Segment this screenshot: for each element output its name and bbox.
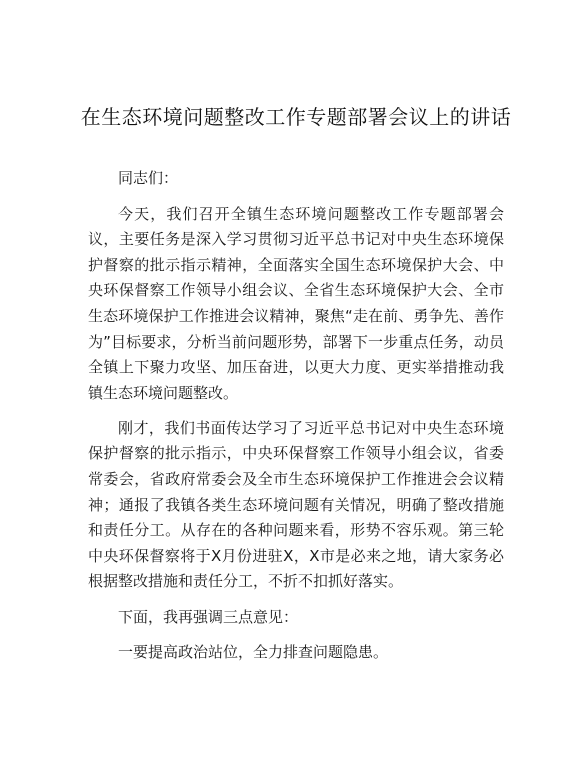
paragraph-point-one: 一要提高政治站位，全力排查问题隐患。 — [118, 642, 389, 661]
salutation: 同志们： — [118, 169, 179, 187]
paragraph-briefing: 刚才，我们书面传达学习了习近平总书记对中央生态环境保护督察的批示指示，中央环保督察工作领导小组会议，省委常委会，省政府常委会及全市生态环境保护工作推进会会议精神；通报了我镇各类生态环境问题有关情况，明确了整改措施和责任分工。从存在的各种问题来看，形势不容乐观。第三轮中央环保督察将于X月份进驻X，X市是必来之地，请大家务必根据整改措施和责任分工，不折不扣抓好落实。 — [88, 418, 504, 591]
document-body — [88, 166, 504, 675]
document-title: 在生态环境问题整改工作专题部署会议上的讲话 — [80, 105, 512, 129]
paragraph-intro-points: 下面，我再强调三点意见： — [118, 607, 299, 626]
paragraph-opening: 今天，我们召开全镇生态环境问题整改工作专题部署会议，主要任务是深入学习贯彻习近平总书记对中央生态环境保护督察的批示指示精神，全面落实全国生态环境保护大会、中央环保督察工作领导小组会议、全省生态环境保护大会、全市生态环境保护工作推进会议精神，聚焦“走在前、勇争先、善作为”目标要求，分析当前问题形势，部署下一步重点任务，动员全镇上下聚力攻坚、加压奋进，以更大力度、更实举措推动我镇生态环境问题整改。 — [88, 204, 504, 402]
